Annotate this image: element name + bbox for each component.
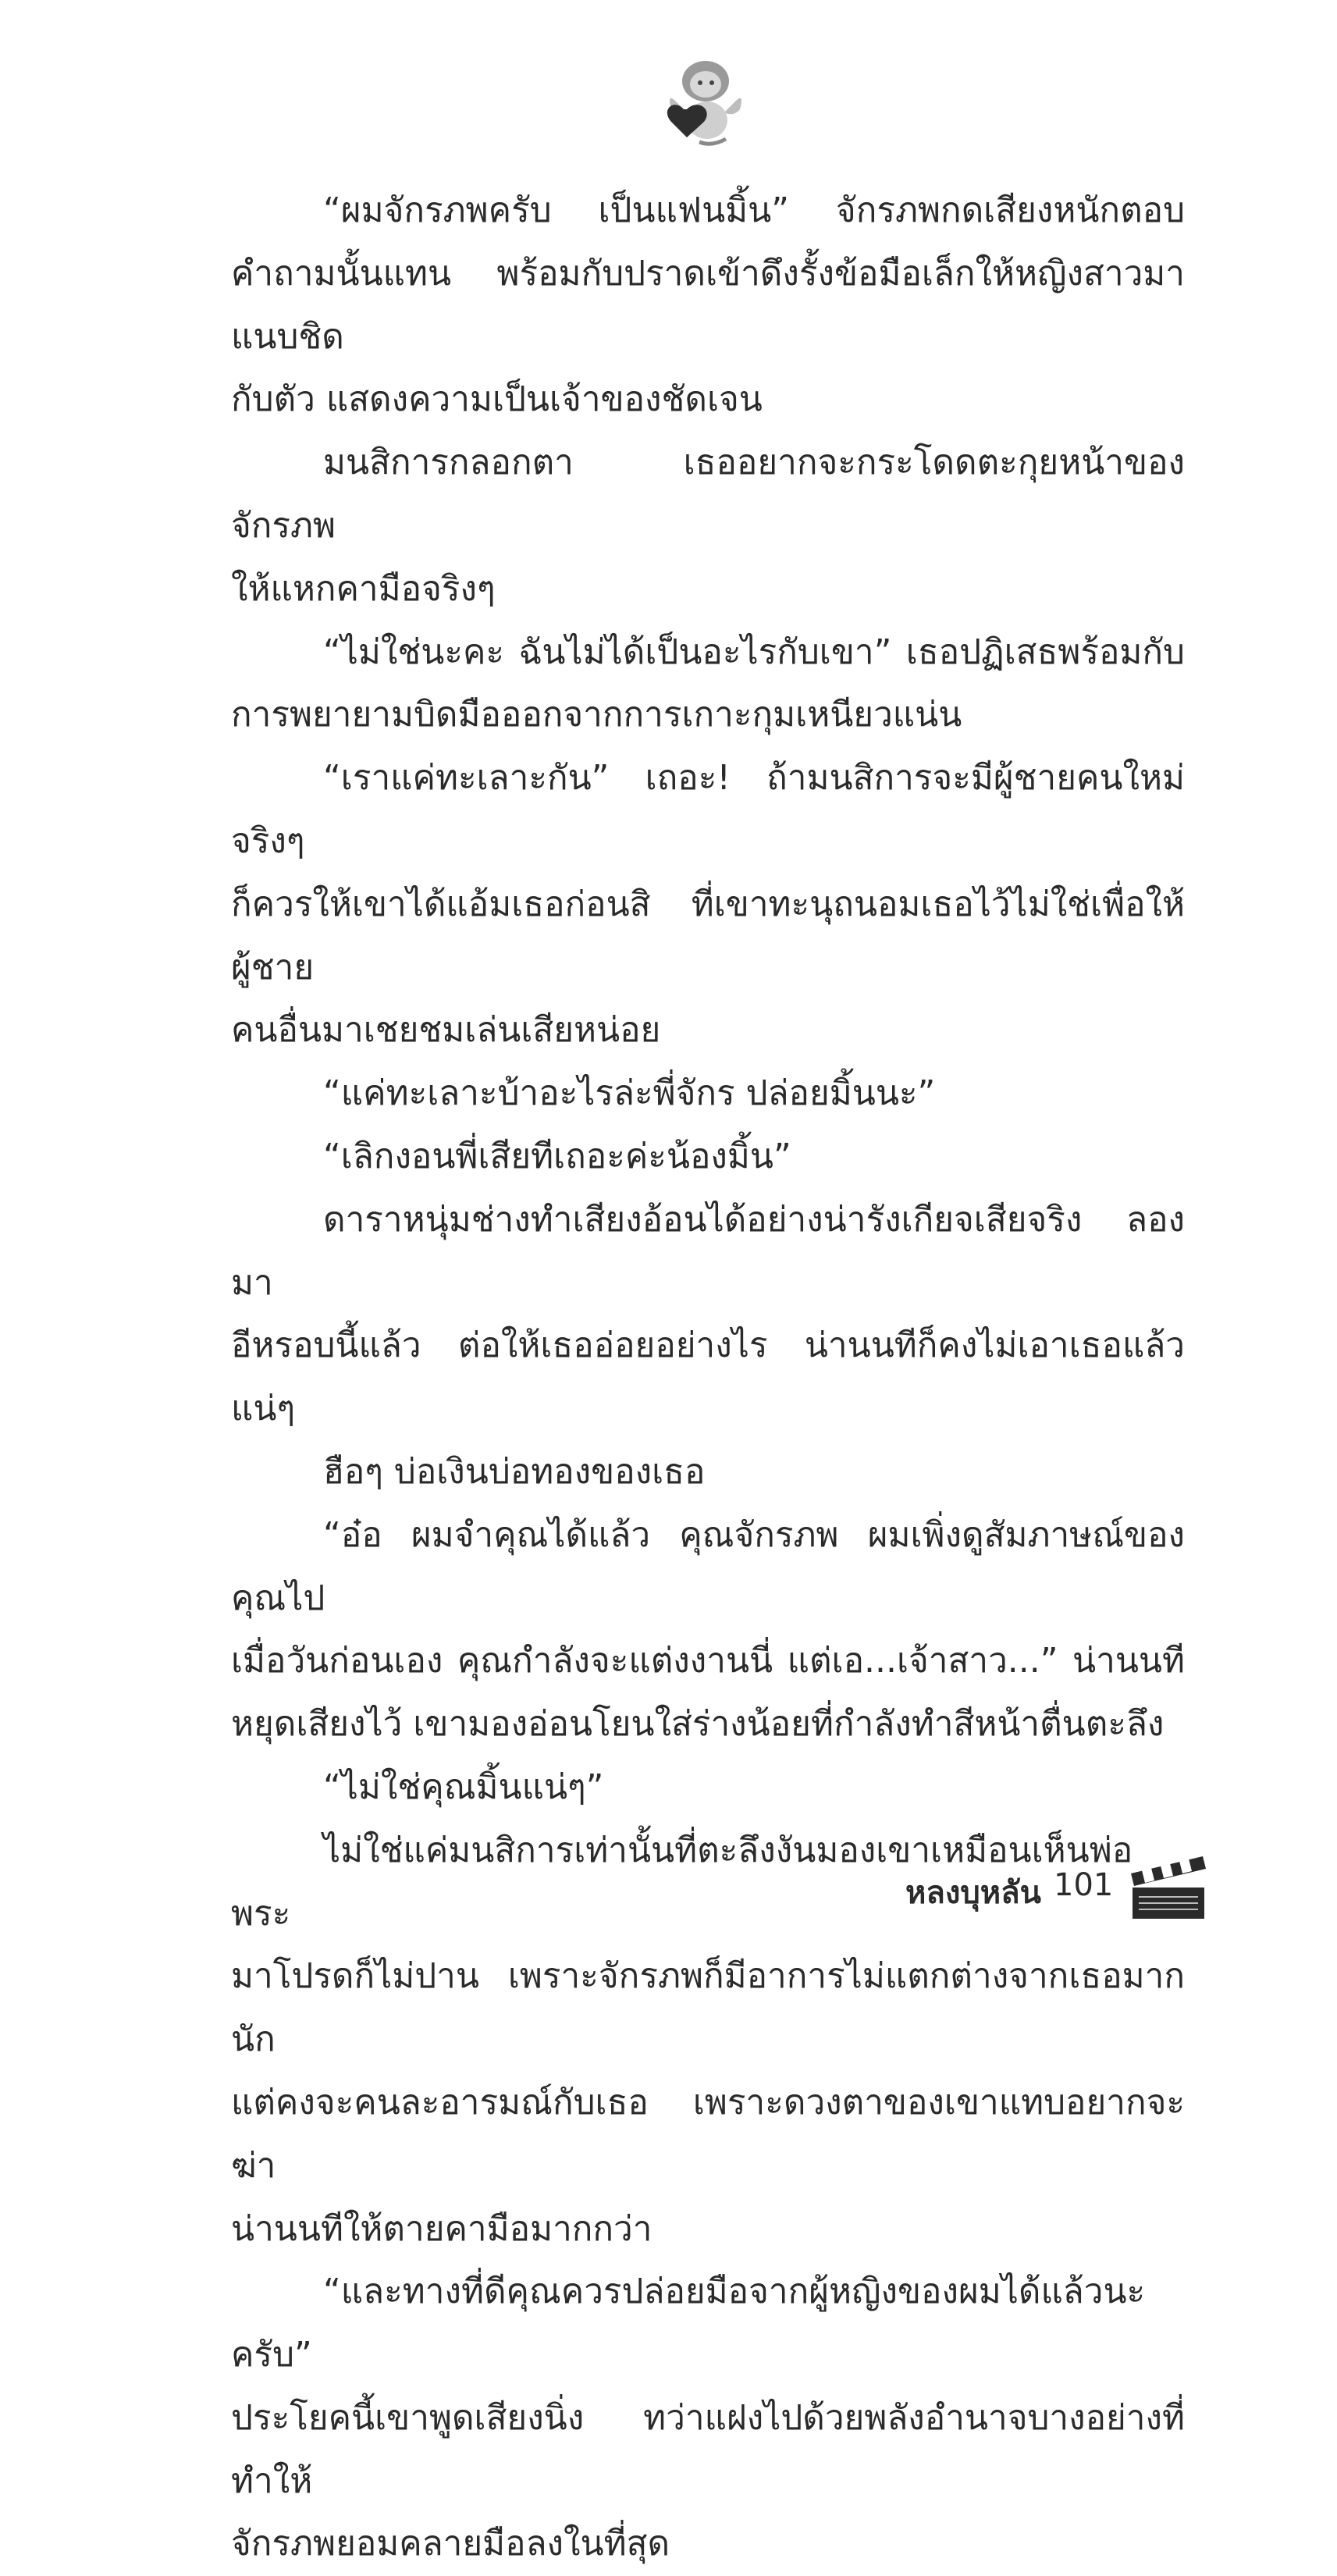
text-line: “แค่ทะเลาะบ้าอะไรล่ะพี่จักร ปล่อยมิ้นนะ”	[323, 1073, 936, 1114]
text-line: การพยายามบิดมือออกจากการเกาะกุมเหนียวแน่น	[231, 695, 962, 735]
text-line: จักรภพยอมคลายมือลงในที่สุด	[231, 2524, 670, 2564]
book-title: หลงบุหลัน	[905, 1875, 1042, 1911]
text-line: “เราแค่ทะเลาะกัน” เถอะ! ถ้ามนสิการจะมีผู้ชายคนใหม่จริงๆ	[231, 758, 1185, 861]
text-line: เมื่อวันก่อนเอง คุณกำลังจะแต่งงานนี่ แต่เอ...เจ้าสาว...” น่านนที	[231, 1641, 1185, 1681]
text-line: น่านนทีให้ตายคามือมากกว่า	[231, 2208, 652, 2249]
text-line: “ไม่ใช่นะคะ ฉันไม่ได้เป็นอะไรกับเขา” เธอปฏิเสธพร้อมกับ	[323, 632, 1185, 672]
text-line: ไม่ใช่แค่มนสิการเท่านั้นที่ตะลึงงันมองเขาเหมือนเห็นพ่อพระ	[231, 1830, 1133, 1934]
text-line: หยุดเสียงไว้ เขามองอ่อนโยนใส่ร่างน้อยที่กำลังทำสีหน้าตื่นตะลึง	[231, 1704, 1165, 1745]
page-number: 101	[1054, 1867, 1114, 1903]
text-line: ดาราหนุ่มช่างทำเสียงอ้อนได้อย่างน่ารังเกียจเสียจริง ลองมา	[231, 1199, 1185, 1303]
text-line: กับตัว แสดงความเป็นเจ้าของชัดเจน	[231, 379, 763, 420]
page-footer	[890, 1852, 1218, 1922]
text-line: ให้แหกคามือจริงๆ	[231, 568, 496, 609]
text-line: คำถามนั้นแทน พร้อมกับปราดเข้าดึงรั้งข้อมือเล็กให้หญิงสาวมาแนบชิด	[231, 253, 1185, 357]
text-line: “ผมจักรภพครับ เป็นแฟนมิ้น” จักรภพกดเสียงหนักตอบ	[323, 190, 1185, 230]
text-line: ก็ควรให้เขาได้แอ้มเธอก่อนสิ ที่เขาทะนุถนอมเธอไว้ไม่ใช่เพื่อให้ผู้ชาย	[231, 884, 1185, 987]
text-line: ประโยคนี้เขาพูดเสียงนิ่ง ทว่าแฝงไปด้วยพลังอำนาจบางอย่างที่ทำให้	[231, 2397, 1185, 2501]
text-line: คนอื่นมาเชยชมเล่นเสียหน่อย	[231, 1010, 661, 1051]
clapperboard-icon	[1128, 1852, 1209, 1922]
text-line: มาโปรดก็ไม่ปาน เพราะจักรภพก็มีอาการไม่แตกต่างจากเธอมากนัก	[231, 1956, 1185, 2060]
cupid-heart-icon	[660, 58, 746, 151]
text-line: อีหรอบนี้แล้ว ต่อให้เธออ่อยอย่างไร น่านนทีก็คงไม่เอาเธอแล้วแน่ๆ	[231, 1325, 1185, 1429]
text-line: “ไม่ใช่คุณมิ้นแน่ๆ”	[323, 1767, 604, 1807]
text-line: “และทางที่ดีคุณควรปล่อยมือจากผู้หญิงของผมได้แล้วนะครับ”	[231, 2272, 1146, 2375]
text-line: ฮือๆ บ่อเงินบ่อทองของเธอ	[323, 1451, 706, 1492]
text-line: มนสิการกลอกตา เธออยากจะกระโดดตะกุยหน้าของจักรภพ	[231, 443, 1185, 546]
text-line: “เลิกงอนพี่เสียทีเถอะค่ะน้องมิ้น”	[323, 1136, 791, 1176]
body-text	[231, 180, 1185, 2576]
text-line: แต่คงจะคนละอารมณ์กับเธอ เพราะดวงตาของเขาแทบอยากจะฆ่า	[231, 2082, 1185, 2186]
text-line: “อ๋อ ผมจำคุณได้แล้ว คุณจักรภพ ผมเพิ่งดูสัมภาษณ์ของคุณไป	[231, 1514, 1185, 1618]
